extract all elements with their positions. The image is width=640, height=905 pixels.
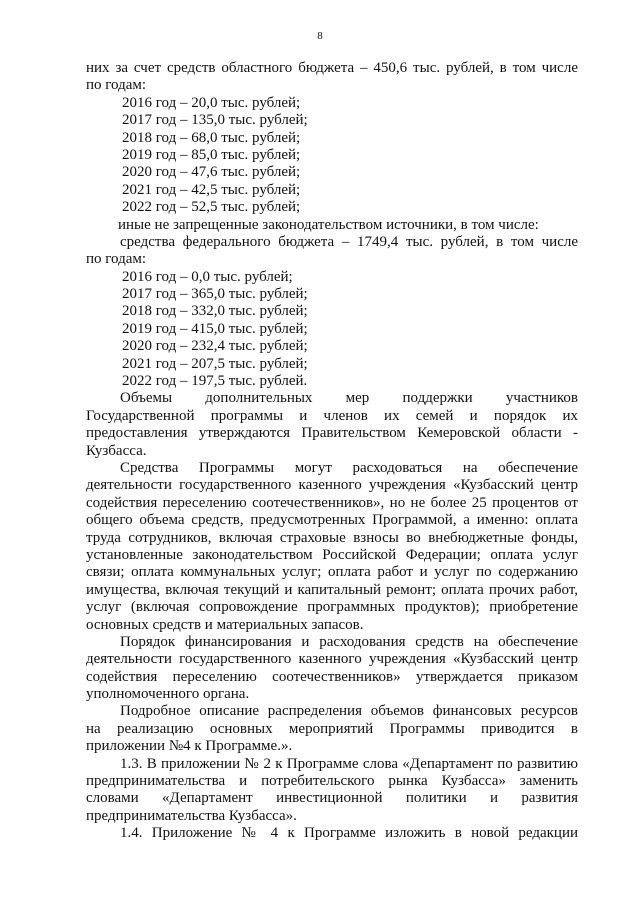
year-line: 2018 год – 68,0 тыс. рублей; — [122, 129, 301, 146]
text-line: Подробное описание распределения объемов финансовых ресурсов — [120, 703, 578, 720]
year-line: 2022 год – 52,5 тыс. рублей; — [122, 199, 301, 216]
text-line: предоставления утверждаются Правительством Кемеровской области - — [86, 425, 578, 442]
year-line: 2020 год – 47,6 тыс. рублей; — [122, 164, 301, 181]
year-line: 2021 год – 42,5 тыс. рублей; — [122, 181, 301, 198]
text-line: Средства Программы могут расходоваться на обеспечение — [120, 459, 578, 476]
text-line: них за счет средств областного бюджета – 450,6 тыс. рублей, в том числе — [86, 60, 578, 76]
text-line: Порядок финансирования и расходования средств на обеспечение — [120, 633, 578, 650]
text-line: 1.3. В приложении № 2 к Программе слова «Департамент по развитию — [120, 755, 578, 772]
text-line: труда сотрудников, включая страховые взносы во внебюджетные фонды, — [86, 529, 578, 546]
text-line: Государственной программы и членов их семей и порядок их — [86, 407, 578, 424]
text-line: средства федерального бюджета – 1749,4 тыс. рублей, в том числе — [120, 233, 578, 250]
text-line: Объемы дополнительных мер поддержки участников — [120, 390, 578, 407]
text-line: предпринимательства Кузбасса». — [86, 807, 297, 824]
text-line: 1.4. Приложение № 4 к Программе изложить в новой редакции — [120, 825, 578, 842]
text-line: приложении №4 к Программе.». — [86, 738, 293, 755]
year-line: 2020 год – 232,4 тыс. рублей; — [122, 338, 308, 355]
text-line: Кузбасса. — [86, 442, 147, 459]
year-line: 2016 год – 20,0 тыс. рублей; — [122, 94, 301, 111]
year-line: 2016 год – 0,0 тыс. рублей; — [122, 268, 293, 285]
year-line: 2022 год – 197,5 тыс. рублей. — [122, 373, 308, 390]
text-line: по годам: — [86, 77, 147, 94]
year-line: 2017 год – 135,0 тыс. рублей; — [122, 112, 308, 129]
year-line: 2018 год – 332,0 тыс. рублей; — [122, 303, 308, 320]
year-line: 2017 год – 365,0 тыс. рублей; — [122, 286, 308, 303]
text-line: словами «Департамент инвестиционной политики и развития — [86, 790, 578, 807]
text-line: деятельности государственного казенного учреждения «Кузбасский центр — [86, 651, 578, 668]
year-line: 2019 год – 415,0 тыс. рублей; — [122, 320, 308, 337]
text-line: предпринимательства и потребительского рынка Кузбасса» заменить — [86, 773, 578, 790]
text-line: общего объема средств, предусмотренных Программой, а именно: оплата — [86, 512, 578, 529]
text-line: иные не запрещенные законодательством источники, в том числе: — [118, 216, 539, 233]
page-number: 8 — [317, 30, 323, 42]
text-line: основных средств и материальных запасов. — [86, 616, 364, 633]
text-line: по годам: — [86, 251, 147, 268]
document-body — [86, 60, 578, 843]
year-line: 2019 год – 85,0 тыс. рублей; — [122, 146, 301, 163]
text-line: деятельности государственного казенного учреждения «Кузбасский центр — [86, 477, 578, 494]
year-line: 2021 год – 207,5 тыс. рублей; — [122, 355, 308, 372]
text-line: уполномоченного органа. — [86, 686, 250, 703]
text-line: содействия переселению соотечественников», но не более 25 процентов от — [86, 494, 578, 511]
text-line: услуг (включая сопровождение программных продуктов); приобретение — [86, 599, 578, 616]
text-line: на реализацию основных мероприятий Программы приводится в — [86, 720, 578, 737]
text-line: связи; оплата коммунальных услуг; оплата работ и услуг по содержанию — [86, 564, 578, 581]
text-line: содействия переселению соотечественников» утверждается приказом — [86, 668, 578, 685]
text-line: имущества, включая текущий и капитальный ремонт; оплата прочих работ, — [86, 581, 578, 598]
text-line: установленные законодательством Российской Федерации; оплата услуг — [86, 546, 578, 563]
